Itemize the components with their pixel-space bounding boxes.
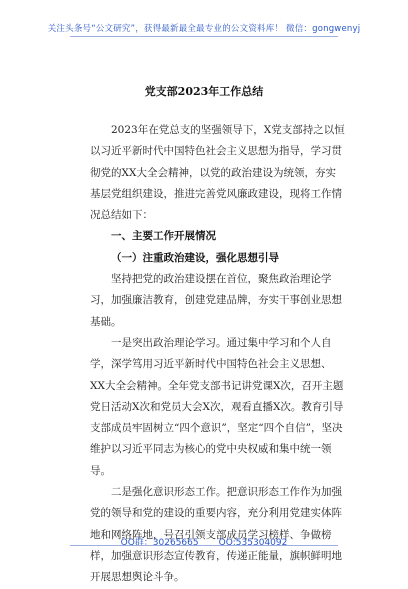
paragraph: 坚持把党的政治建设摆在首位，聚焦政治理论学习，加强廉洁教育，创建党建品牌，夯实干事创业思想基础。: [90, 273, 342, 328]
paragraph: 二是强化意识形态工作。把意识形态工作作为加强党的领导和党的建设的重要内容，充分利用党建实体阵地和网络阵地，号召引领支部成员学习榜样、争做榜样，加强意识形态宣传教育，传递正能量，旗帜鲜明地开展思想舆论斗争。: [90, 486, 342, 584]
document-title: 党支部2023年工作总结: [144, 85, 264, 98]
subsection-heading: （一）注重政治建设，强化思想引导: [111, 251, 279, 264]
footer-divider: [70, 545, 338, 546]
section-heading: 一、主要工作开展情况: [111, 230, 216, 243]
header-divider: [70, 36, 338, 37]
document-body: [90, 120, 346, 589]
footer-qq-number: QQ:535304092: [218, 538, 288, 548]
footer-qq-group: QQ群：30265665: [120, 538, 199, 548]
paragraph-intro: 2023年在党总支的坚强领导下，X党支部持之以恒以习近平新时代中国特色社会主义思想为指导，学习贯彻党的XX大全会精神，以党的政治建设为统领，夯实基层党组织建设，推进完善党风廉政建设，现将工作情况总结如下：: [90, 124, 345, 222]
paragraph: 一是突出政治理论学习。通过集中学习和个人自学，深学笃用习近平新时代中国特色社会主义思想、XX大全会精神。全年党支部书记讲党课X次，召开主题党日活动X次和党员大会X次，观看直播X次。教育引导支部成员牢固树立“四个意识”，坚定“四个自信”，坚决维护以习近平同志为核心的党中央权威和集中统一领导。: [90, 336, 344, 477]
footer-contact: [0, 535, 408, 548]
header-banner: 关注头条号“公文研究”，获得最新最全最专业的公文资料库！ 微信：gongwenyj: [47, 24, 361, 34]
